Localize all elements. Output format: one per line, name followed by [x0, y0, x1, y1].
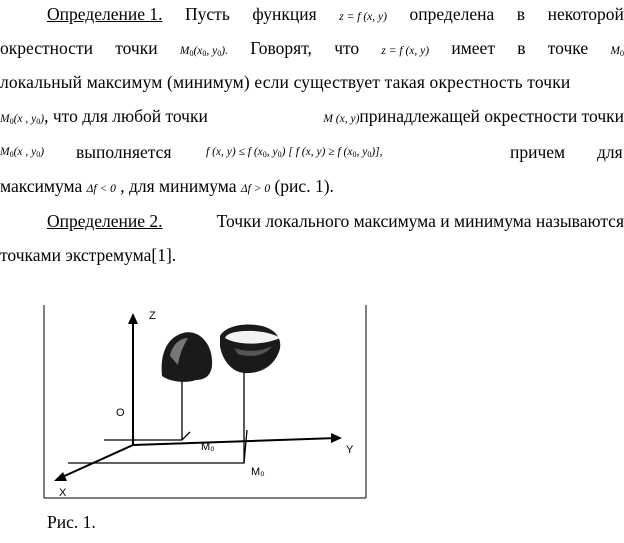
- m-letter: M: [179, 45, 190, 57]
- subscript: 0: [202, 49, 207, 58]
- def2-title: Определение 2.: [47, 211, 163, 231]
- formula-mxy: M (x, y)принадлежащей окрестности точки: [323, 106, 624, 126]
- text: , что для любой точки: [44, 106, 208, 126]
- m-letter: M: [610, 45, 620, 57]
- subscript: 0: [352, 150, 357, 159]
- formula-z-eq: z = f (x, y): [381, 45, 430, 57]
- x-axis: [60, 445, 133, 478]
- axis-label-z: Z: [149, 310, 156, 322]
- word: в: [517, 38, 526, 58]
- subscript: 0: [277, 150, 282, 159]
- word: функция: [252, 4, 317, 24]
- subscript: 0: [9, 150, 14, 159]
- word: Пусть: [185, 4, 230, 24]
- subscript: 0: [36, 150, 41, 159]
- formula-delta-max: Δf < 0: [86, 183, 116, 195]
- formula-z-eq: z = f (x, y): [339, 11, 387, 23]
- formula-m0-xy0: $M_0(x$ , $y_0$): [0, 146, 45, 159]
- text: (рис. 1).: [274, 176, 334, 196]
- projection-m1: [104, 432, 190, 440]
- word: точки: [115, 38, 158, 58]
- coord-open: (x: [193, 45, 203, 57]
- text: выполняется: [76, 142, 172, 162]
- origin-label: O: [116, 407, 125, 419]
- point-label-m1: M₀: [201, 441, 215, 453]
- m-letter: M: [0, 146, 10, 158]
- word: определена: [409, 4, 495, 24]
- text: максимума: [0, 176, 83, 196]
- z-axis-arrow: [128, 313, 138, 324]
- figure-caption: Рис. 1.: [47, 512, 96, 532]
- text: , для минимума: [120, 176, 237, 196]
- def1-title: Определение 1.: [47, 4, 163, 24]
- word: некоторой: [547, 4, 624, 24]
- subscript: 0: [36, 117, 41, 126]
- y-axis: [133, 438, 337, 445]
- subscript: 0: [217, 49, 222, 58]
- projection-m2: [68, 430, 247, 463]
- word: в: [516, 4, 526, 24]
- axis-label-x: X: [59, 487, 67, 499]
- text: принадлежащей окрестности точки: [359, 106, 624, 126]
- formula-m0-x0y0: $M_0(x_0$, $y_0$).: [179, 45, 228, 58]
- word: имеет: [451, 38, 495, 58]
- subscript: 0: [262, 150, 267, 159]
- coord-y: , y: [206, 45, 218, 57]
- word: окрестности: [0, 38, 93, 58]
- text: Точки локального максимума и минимума называются: [216, 211, 624, 231]
- y-axis-arrow: [331, 433, 342, 443]
- formula-m0-xy0: $M_0(x$ , $y_0$), что для любой точки: [0, 106, 208, 126]
- word: точке: [547, 38, 589, 58]
- text: точками экстремума[1].: [0, 245, 177, 265]
- subscript: 0: [189, 49, 194, 58]
- formula-inequality: f (x, y) ≤ f ($x_0$, $y_0$) [ f (x, y) ≥ f ($x_0$, $y_0$)],: [206, 146, 383, 159]
- subscript: 0: [367, 150, 372, 159]
- text: локальный максимум (минимум) если существует такая окрестность точки: [0, 72, 571, 92]
- point-label-m2: M₀: [251, 466, 265, 478]
- m-letter: M: [0, 113, 10, 125]
- axis-label-y: Y: [346, 444, 354, 456]
- text: причем: [510, 142, 566, 162]
- subscript: 0: [619, 49, 624, 58]
- word: что: [334, 38, 360, 58]
- coord-close: ): [221, 45, 226, 57]
- subscript: 0: [9, 117, 14, 126]
- word: Говорят,: [250, 38, 312, 58]
- text: для: [597, 142, 623, 162]
- formula-delta-min: Δf > 0: [240, 183, 271, 195]
